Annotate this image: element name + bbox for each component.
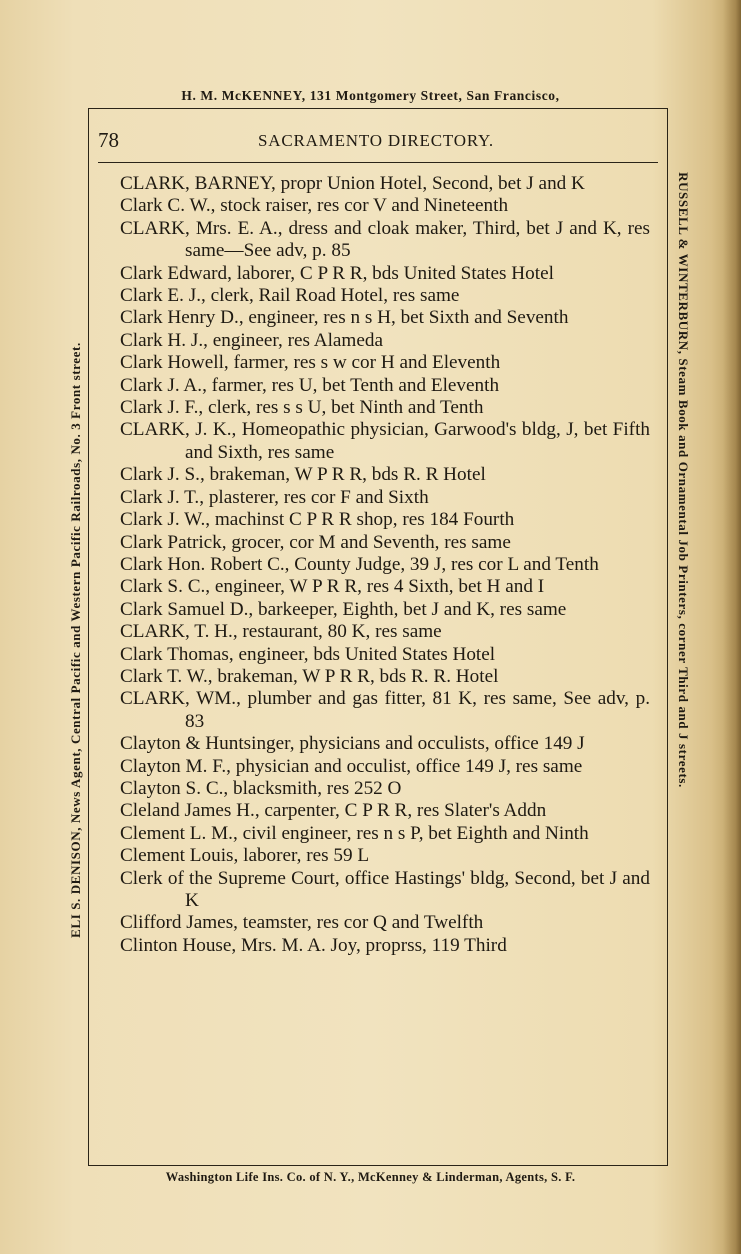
directory-entry: CLARK, WM., plumber and gas fitter, 81 K, res same, See adv, p. 83 (120, 688, 650, 732)
directory-entry: Clark J. S., brakeman, W P R R, bds R. R Hotel (120, 464, 486, 486)
page-number: 78 (98, 128, 119, 152)
left-margin-ad-text: ELI S. DENISON, News Agent, Central Pacific and Western Pacific Railroads, No. 3 Front street. (68, 342, 83, 938)
directory-entry: Clark Thomas, engineer, bds United States Hotel (120, 643, 496, 665)
directory-entry: Clark C. W., stock raiser, res cor V and Nineteenth (120, 195, 509, 217)
directory-entry: Clark J. W., machinst C P R R shop, res 184 Fourth (120, 509, 515, 531)
top-advertisement: H. M. McKENNEY, 131 Montgomery Street, San Francisco, (181, 88, 560, 103)
directory-entry: Clark J. A., farmer, res U, bet Tenth and Eleventh (120, 374, 500, 396)
right-margin-ad-text: RUSSELL & WINTERBURN, Steam Book and Ornamental Job Printers, corner Third and J streets. (676, 172, 691, 788)
directory-entry: Clark Samuel D., barkeeper, Eighth, bet J and K, res same (120, 598, 567, 620)
directory-entry: Clark Howell, farmer, res s w cor H and Eleventh (120, 352, 501, 374)
directory-entry: Clark Henry D., engineer, res n s H, bet Sixth and Seventh (120, 307, 569, 329)
directory-entry: Clement Louis, laborer, res 59 L (120, 845, 370, 867)
directory-entry: Clayton & Huntsinger, physicians and occulists, office 149 J (120, 733, 585, 755)
directory-entry: CLARK, J. K., Homeopathic physician, Garwood's bldg, J, bet Fifth and Sixth, res same (120, 419, 650, 463)
directory-entry: Cleland James H., carpenter, C P R R, res Slater's Addn (120, 800, 547, 822)
directory-entry: Clark Hon. Robert C., County Judge, 39 J, res cor L and Tenth (120, 553, 599, 575)
directory-entry: Clark E. J., clerk, Rail Road Hotel, res same (120, 285, 460, 307)
directory-entry: Clark S. C., engineer, W P R R, res 4 Sixth, bet H and I (120, 576, 545, 598)
directory-entry: Clark Patrick, grocer, cor M and Seventh, res same (120, 531, 511, 553)
bottom-advertisement: Washington Life Ins. Co. of N. Y., McKenney & Linderman, Agents, S. F. (165, 1170, 576, 1184)
directory-entry: Clark Edward, laborer, C P R R, bds United States Hotel (120, 262, 554, 284)
page-edge-shadow (723, 0, 741, 1254)
directory-entry: Clifford James, teamster, res cor Q and Twelfth (120, 912, 484, 934)
directory-entry: Clinton House, Mrs. M. A. Joy, proprss, 119 Third (120, 934, 507, 956)
directory-entry: Clayton M. F., physician and occulist, office 149 J, res same (120, 755, 583, 777)
directory-entry: Clerk of the Supreme Court, office Hastings' bldg, Second, bet J and K (120, 867, 650, 911)
directory-entry: CLARK, BARNEY, propr Union Hotel, Second, bet J and K (120, 173, 585, 194)
directory-entry: CLARK, T. H., restaurant, 80 K, res same (120, 621, 442, 643)
header-rule (98, 162, 658, 163)
directory-entry: Clark J. T., plasterer, res cor F and Sixth (120, 486, 429, 508)
running-head: SACRAMENTO DIRECTORY. (258, 131, 494, 150)
directory-entry: Clement L. M., civil engineer, res n s P, bet Eighth and Ninth (120, 822, 589, 844)
directory-entry: Clark J. F., clerk, res s s U, bet Ninth and Tenth (120, 397, 484, 419)
directory-entries (120, 173, 650, 957)
directory-entry: Clayton S. C., blacksmith, res 252 O (120, 777, 402, 799)
directory-entry: Clark H. J., engineer, res Alameda (120, 329, 383, 351)
directory-entry: CLARK, Mrs. E. A., dress and cloak maker, Third, bet J and K, res same—See adv, p. 85 (120, 217, 650, 262)
directory-entry: Clark T. W., brakeman, W P R R, bds R. R. Hotel (120, 665, 499, 687)
